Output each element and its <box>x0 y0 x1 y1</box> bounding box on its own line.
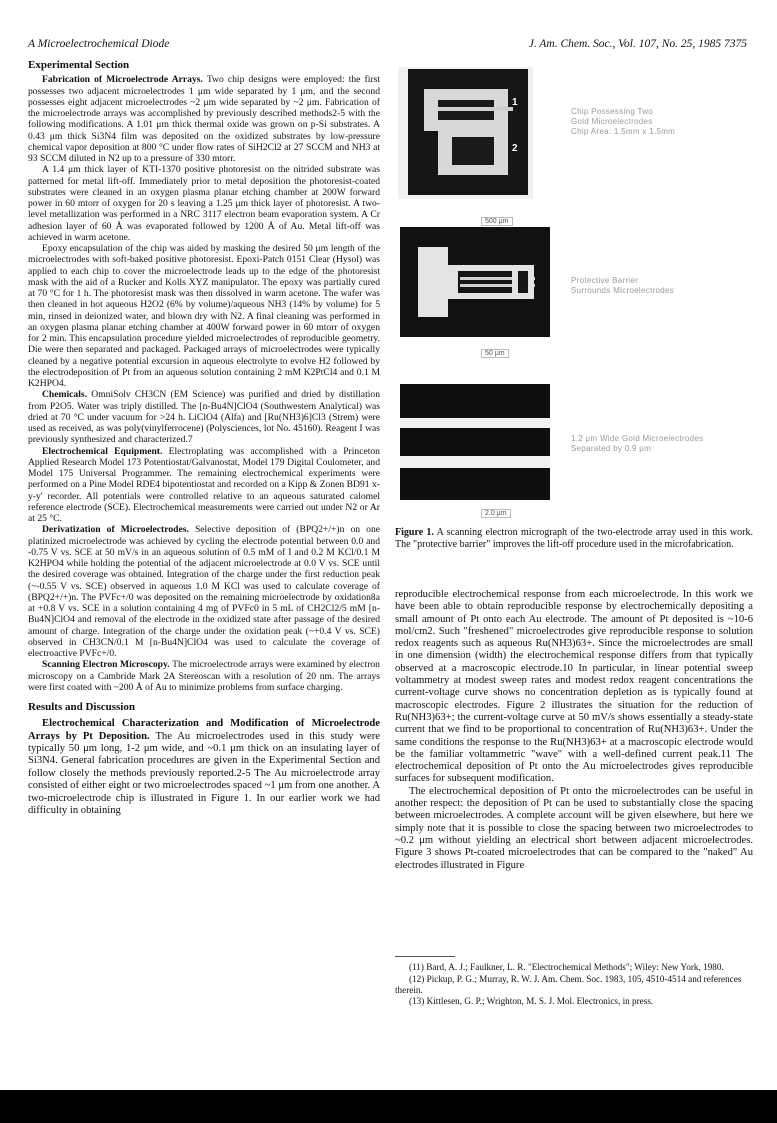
scan-bottom-border <box>0 1090 777 1123</box>
derivatization-heading: Derivatization of Microelectrodes. <box>42 524 189 536</box>
running-header-title: A Microelectrochemical Diode <box>28 38 170 50</box>
results-paragraph <box>28 718 380 817</box>
microelectrode-band-1 <box>400 384 550 418</box>
figure-1-caption-text: A scanning electron micrograph of the two-electrode array used in this work. The "protective barrier" improves the lift-off procedure used in the microfabrication. <box>395 527 753 550</box>
microelectrode-band-3 <box>400 468 550 500</box>
sem-heading: Scanning Electron Microscopy. <box>42 659 170 671</box>
equipment-paragraph <box>28 446 380 525</box>
sem-paragraph <box>28 659 380 693</box>
derivatization-text: Selective deposition of (BPQ2+/+)n on one platinized microelectrode was achieved by cycling the electrode potential between 0.0 and -0.75 V vs. SCE at 50 mV/s in an aqueous solution of 0.5 mM of I and 0.2 M KCl/0.1 M K2HPO4 while holding the potential of the adjacent microelectrode at 0.0 V vs. SCE until the desired coverage was obtained. Integration of the charge under the first reduction peak (~-0.55 V vs. SCE) observed in aqueous 1.0 M KCl was used to calculate coverage of (BPQ2+/+)n. The PVFc+/0 was deposited on the remaining microelectrode by oxidation8a at +0.8 V vs. SCE in a solution containing 4 mg of PVFc0 in 5 mL of CH2Cl2/5 mM [n-Bu4N]ClO4 and removal of the electrode in the oxidized state after passage of the desired amount of charge. Integration of the charge under the oxidation peak (~+0.4 V vs. SCE) observed in CH3CN/0.1 M [n-Bu4N]ClO4 was used to calculate the coverage of electroactive PVFc+/0. <box>28 524 380 659</box>
microelectrode-label: 1.2 μm Wide Gold Microelectrodes Separated by 0.9 μm <box>571 434 704 453</box>
chip-number-1: 1 <box>512 97 518 108</box>
photoresist-paragraph: A 1.4 μm thick layer of KTI-1370 positive photoresist on the nitrided substrate was patterned for metal lift-off. Immediately prior to metal deposition the photoresist-coated substrates were cleaned in an oxygen plasma planar etching chamber at 200W forward power in 60 mtorr of oxygen for 20 s leaving a 1.25 μm thick layer of photoresist. A two-level metallization was performed in a NRC 3117 electron beam evaporation system. A Cr adhesion layer of 60 Å was evaporated followed by 1200 Å of Au. Metal lift-off was achieved in warm acetone. <box>28 164 380 243</box>
references <box>395 962 753 1008</box>
right-paragraph-1: reproducible electrochemical response from each microelectrode. In this work we have been able to obtain reproducible response by electrochemically depositing a small amount of Pt onto each Au electrode. The amount of Pt deposited is ~10-6 mol/cm2. Such "freshened" microelectrodes give reproducible response to solution redox reagents such as aqueous Ru(NH3)63+. Since the microelectrodes are small in one dimension (width) the electrochemical response differs from that typically observed at a macroscopic electrode.10 In particular, in linear potential sweep voltammetry at modest sweep rates and modest redox reagent concentrations the current-voltage curve shows no concentration depletion as is typically found at macroscopic electrodes. Figure 2 illustrates the situation for the reduction of Ru(NH3)63+; the current-voltage curve at 50 mV/s shows essentially a steady-state current that we find to be proportional to concentration of Ru(NH3)63+. Under the same conditions the response to the Ru(NH3)63+ at a macroscopic electrode would be the familiar voltammetric "wave" with a well-defined current peak.11 The electrochemical deposition of Pt onto the Au microelectrodes gives reproducible surfaces for subsequent modification. <box>395 589 753 785</box>
figure-1-micrographs <box>395 62 755 517</box>
chemicals-paragraph <box>28 389 380 445</box>
reference-11: (11) Bard, A. J.; Faulkner, L. R. "Electrochemical Methods"; Wiley: New York, 1980. <box>409 962 724 972</box>
left-column <box>28 60 380 818</box>
figure-1-caption-label: Figure 1. <box>395 527 434 538</box>
chemicals-text: OmniSolv CH3CN (EM Science) was purified and dried by distillation from P2O5. Water was triply distilled. The [n-Bu4N]ClO4 (Southwestern Analytical) was dried at 70 °C under vacuum for >24 h. LiClO4 (Alfa) and [Ru(NH3)6]Cl3 (Strem) were used as received, as was poly(vinylferrocene) (Polysciences, lot No. 45160). Reagent I was previously synthesized and characterized.7 <box>28 389 380 446</box>
sem-text: The microelectrode arrays were examined by electron microscopy on a Cambride Mark 2A Stereoscan with a resolution of 20 nm. The arrays were first coated with ~200 Å of Au to minimize problems from surface charging. <box>28 659 380 693</box>
sem-panel-microelectrodes <box>400 384 550 500</box>
results-subheading: Electrochemical Characterization and Modification of Microelectrode Arrays by Pt Deposition. <box>28 718 380 742</box>
scale-bar-50um: 50 μm <box>481 349 509 358</box>
chip-number-2: 2 <box>512 143 518 154</box>
fabrication-text: Two chip designs were employed: the first possesses two adjacent microelectrodes 1 μm wide separated by 1 μm, and the second possesses eight adjacent microelectrodes ~2 μm wide separated by ~2 μm. Fabrication of the microelectrode arrays was accomplished by previously described methods2-5 with the following modifications. A 1.01 μm thick thermal oxide was grown on p-Si substrates. A 0.43 μm thick Si3N4 film was deposited on the oxidized substrates by low-pressure chemical vapor deposition at 800 °C under flow rates of SiH2Cl2 at 27 SCCM and NH3 at 93 SCCM diluted in N2 up to a pressure of 330 mtorr. <box>28 74 380 164</box>
right-column <box>395 589 753 872</box>
figure-1-caption <box>395 527 753 550</box>
chip-lead <box>438 107 513 111</box>
scale-bar-500um: 500 μm <box>481 217 513 226</box>
barrier-stem-inner <box>458 271 512 293</box>
barrier-left-bar <box>418 247 448 317</box>
derivatization-paragraph <box>28 524 380 659</box>
references-rule <box>395 956 455 957</box>
experimental-section-heading: Experimental Section <box>28 59 130 71</box>
equipment-text: Electroplating was accomplished with a Princeton Applied Research Model 173 Potentiostat/Galvanostat, Model 179 Digital Coulometer, and Model 175 Universal Programmer. The remaining electrochemical experiments were performed on a Pine Model RDE4 bipotentiostat and recorded on a Kipp & Zonen BD91 x-y-y' recorder. All potentials were controlled relative to an aqueous saturated calomel reference electrode (SCE). Electrochemical measurements were carried out under N2 or Ar at 25 °C. <box>28 445 380 524</box>
chip-label: Chip Possessing Two Gold Microelectrodes Chip Area: 1.5mm x 1.5mm <box>571 107 676 136</box>
scale-bar-2um: 2.0 μm <box>481 509 511 518</box>
barrier-end-inner <box>518 271 528 293</box>
results-text: The Au microelectrodes used in this study were typically 50 μm long, 1-2 μm wide, and ~0.1 μm thick on an insulating layer of Si3N4. General fabrication procedures are given in the Experimental Section and follow closely the methods previously reported.2-5 The Au microelectrode array consisted of either eight or two microelectrodes spaced ~1 μm from one another. A two-microelectrode chip is illustrated in Figure 1. In our earlier work we had difficulty in obtaining <box>28 730 380 817</box>
fabrication-paragraph <box>28 74 380 164</box>
results-section-heading: Results and Discussion <box>28 701 135 713</box>
chemicals-heading: Chemicals. <box>42 389 88 401</box>
sem-panel-chip <box>398 67 533 199</box>
epoxy-paragraph: Epoxy encapsulation of the chip was aided by masking the desired 50 μm length of the microelectrodes with soft-baked positive photoresist. Epoxi-Patch 0151 Clear (Hysol) was applied to each chip to cover the microelectrode leads up to the edge of the photoresist mask with the aid of a Rucker and Kolls XYZ manipulator. The epoxy was partially cured at 70 °C for 1 h. The photoresist mask was then dissolved in warm acetone. The wafer was then cleaned in hot aqueous H2O2 (6% by volume)/aqueous NH3 (14% by volume) for 5 min, rinsed in deionized water, and blown dry with N2. A final cleaning was performed in an oxygen plasma planar etching chamber at 400W forward power in 60 mtorr of oxygen for 2 min. This encapsulation procedure yielded microelectrodes of reproducible geometry. Die were then separated and packaged. Packaged arrays of microelectrodes were typically cleaned by a negative potential excursion in aqueous electrolyte to evolve H2 followed by the electrodeposition of Pt from an aqueous solution containing 2 mM K2PtCl4 and 0.1 M K2HPO4. <box>28 243 380 389</box>
reference-12: (12) Pickup, P. G.; Murray, R. W. J. Am. Chem. Soc. 1983, 105, 4510-4514 and references therein. <box>395 973 742 995</box>
barrier-label: Protective Barrier Surrounds Microelectrodes <box>571 276 675 295</box>
fabrication-heading: Fabrication of Microelectrode Arrays. <box>42 74 203 86</box>
microelectrode-band-2 <box>400 428 550 456</box>
right-paragraph-2: The electrochemical deposition of Pt onto the microelectrodes can be useful in another respect: the deposition of Pt can be used to substantially close the spacing between microelectrodes. A complete account will be given elsewhere, but here we simply note that it is possible to close the spacing between two microelectrodes to ~0.2 μm without yielding an electrical short between adjacent microelectrodes. Figure 3 shows Pt-coated microelectrodes that can be compared to the "naked" Au electrodes illustrated in Figure <box>395 785 753 871</box>
equipment-heading: Electrochemical Equipment. <box>42 445 163 457</box>
sem-panel-barrier <box>400 227 550 337</box>
reference-13: (13) Kittlesen, G. P.; Wrighton, M. S. J. Mol. Electronics, in press. <box>409 996 654 1007</box>
running-header-citation: J. Am. Chem. Soc., Vol. 107, No. 25, 1985 7375 <box>528 38 747 50</box>
chip-pad-lower-inner <box>452 137 494 165</box>
